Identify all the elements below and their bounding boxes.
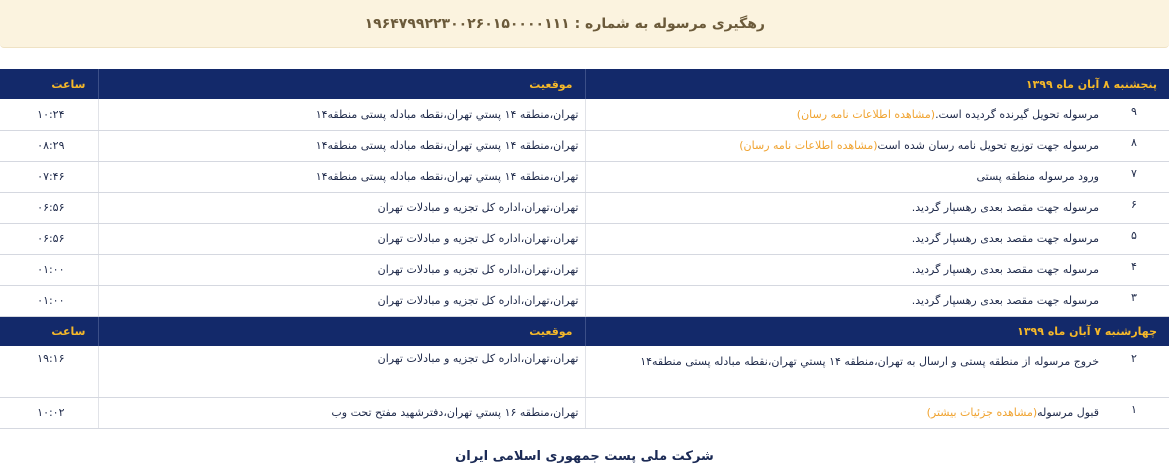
event-description: مرسوله تحویل گیرنده گردیده است. <box>935 107 1099 121</box>
event-location: تهران،منطقه ۱۴ پستي تهران،نقطه مبادله پستی منطقه۱۴ <box>98 161 585 192</box>
event-location: تهران،تهران،اداره کل تجزیه و مبادلات تهران <box>98 192 585 223</box>
event-time: ۱۹:۱۶ <box>0 346 98 397</box>
event-number: ۴ <box>1131 260 1137 273</box>
event-time: ۰۱:۰۰ <box>0 254 98 285</box>
event-description: مرسوله جهت مقصد بعدی رهسپار گردید. <box>911 201 1099 214</box>
event-time: ۰۷:۴۶ <box>0 161 98 192</box>
event-time: ۰۶:۵۶ <box>0 192 98 223</box>
table-row <box>0 223 1169 254</box>
event-number: ۵ <box>1131 229 1137 242</box>
event-number: ۲ <box>1131 352 1137 365</box>
more-details-link[interactable]: (مشاهده جزئیات بیشتر) <box>926 406 1038 419</box>
table-row <box>0 254 1169 285</box>
event-description: مرسوله جهت مقصد بعدی رهسپار گردید. <box>911 294 1099 307</box>
table-row <box>0 346 1169 397</box>
event-location: تهران،منطقه ۱۴ پستي تهران،نقطه مبادله پستی منطقه۱۴ <box>98 130 585 161</box>
day-header-row <box>0 316 1169 346</box>
event-description: مرسوله جهت توزیع تحویل نامه رسان شده است <box>877 139 1099 152</box>
time-header: ساعت <box>0 316 98 346</box>
table-row <box>0 161 1169 192</box>
event-time: ۱۰:۰۲ <box>0 397 98 428</box>
event-description: مرسوله جهت مقصد بعدی رهسپار گردید. <box>911 232 1099 245</box>
table-row <box>0 285 1169 316</box>
event-time: ۰۸:۲۹ <box>0 130 98 161</box>
location-header: موقعیت <box>98 69 585 99</box>
event-description: قبول مرسوله <box>1037 406 1099 419</box>
event-number: ۶ <box>1131 198 1137 211</box>
courier-info-link[interactable]: (مشاهده اطلاعات نامه رسان) <box>739 139 878 152</box>
event-number: ۹ <box>1131 104 1137 118</box>
table-row <box>0 192 1169 223</box>
day-header-row <box>0 69 1169 99</box>
event-number: ۳ <box>1131 291 1137 304</box>
table-row <box>0 130 1169 161</box>
event-description: مرسوله جهت مقصد بعدی رهسپار گردید. <box>911 263 1099 276</box>
event-location: تهران،تهران،اداره کل تجزیه و مبادلات تهران <box>98 254 585 285</box>
day-date: چهارشنبه ۷ آبان ماه ۱۳۹۹ <box>585 316 1169 346</box>
tracking-table <box>0 69 1169 429</box>
courier-info-link[interactable]: (مشاهده اطلاعات نامه رسان) <box>796 107 936 121</box>
event-number: ۸ <box>1131 136 1137 149</box>
tracking-header <box>0 0 1169 48</box>
event-time: ۰۱:۰۰ <box>0 285 98 316</box>
event-location: تهران،تهران،اداره کل تجزیه و مبادلات تهران <box>98 285 585 316</box>
event-number: ۷ <box>1131 167 1137 180</box>
event-location: تهران،تهران،اداره کل تجزیه و مبادلات تهران <box>98 223 585 254</box>
event-time: ۱۰:۲۴ <box>0 99 98 130</box>
event-location: تهران،منطقه ۱۴ پستي تهران،نقطه مبادله پستی منطقه۱۴ <box>98 99 585 130</box>
day-date: پنجشنبه ۸ آبان ماه ۱۳۹۹ <box>585 69 1169 99</box>
event-description: خروج مرسوله از منطقه پستی و ارسال به تهران،منطقه ۱۴ پستي تهران،نقطه مبادله پستی منطقه۱۴ <box>640 355 1099 368</box>
table-row <box>0 397 1169 428</box>
footer-company-name: شرکت ملی پست جمهوری اسلامی ایران <box>455 449 714 464</box>
event-time: ۰۶:۵۶ <box>0 223 98 254</box>
table-row <box>0 99 1169 130</box>
tracking-title: رهگیری مرسوله به شماره : ۱۹۶۴۷۹۹۲۲۳۰۰۲۶۰۱۵۰۰۰۰۱۱۱ <box>364 15 765 32</box>
location-header: موقعیت <box>98 316 585 346</box>
event-location: تهران،منطقه ۱۶ پستي تهران،دفترشهید مفتح تحت وب <box>98 397 585 428</box>
event-description: ورود مرسوله منطقه پستی <box>976 170 1099 183</box>
event-number: ۱ <box>1131 403 1137 416</box>
time-header: ساعت <box>0 69 98 99</box>
event-location: تهران،تهران،اداره کل تجزیه و مبادلات تهران <box>98 346 585 397</box>
